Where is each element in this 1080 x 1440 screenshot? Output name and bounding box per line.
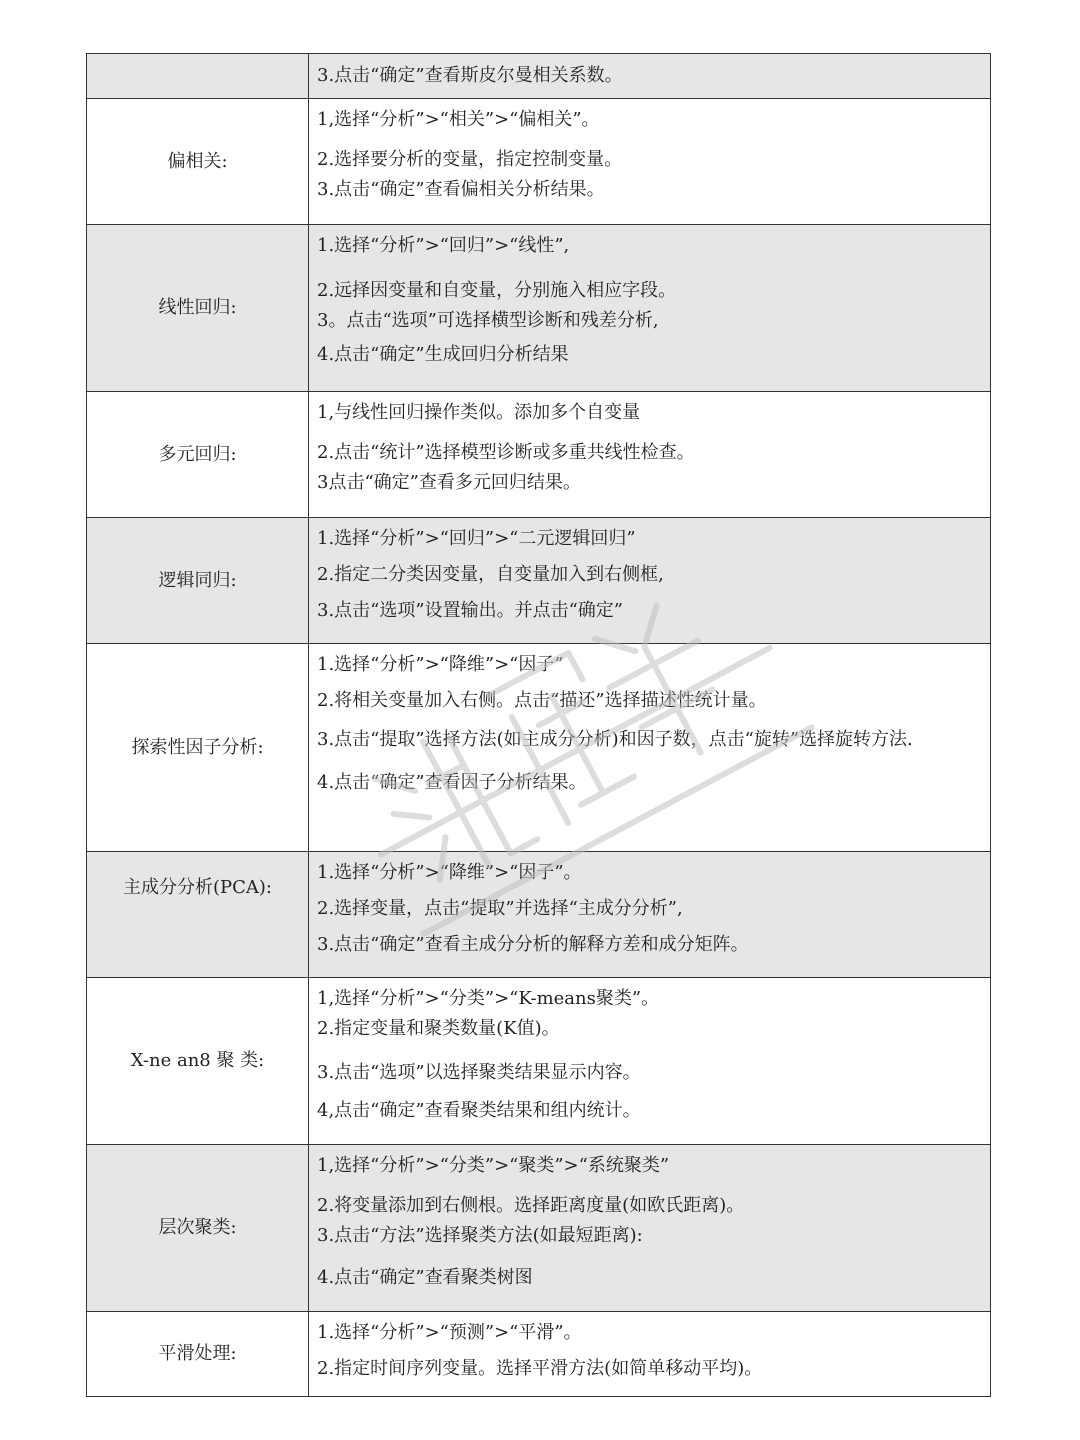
step-text: 1,选择“分析”>“分类”>“聚类”>“系统聚类”	[317, 1155, 670, 1176]
method-label: 多元回归:	[158, 443, 237, 465]
step-text: 1.选择“分析”>“回归”>“二元逻辑回归”	[317, 528, 636, 549]
method-label-cell	[87, 225, 309, 392]
method-label-cell	[87, 392, 309, 518]
step-text: 3。点击“选项”可选择横型诊断和残差分析,	[317, 310, 659, 331]
steps-cell	[309, 392, 991, 518]
method-label-cell	[87, 852, 309, 978]
step-text: 1.选择“分析”>“降维”>“因子”	[317, 654, 564, 675]
step-text: 3.点击“确定”查看斯皮尔曼相关系数。	[317, 65, 623, 86]
method-label-cell	[87, 1312, 309, 1397]
steps-cell	[309, 518, 991, 644]
method-label: 逻辑同归:	[158, 569, 237, 591]
step-text: 4.点击“确定”生成回归分析结果	[317, 344, 569, 365]
method-label: 偏相关:	[167, 150, 228, 172]
table-row	[87, 99, 991, 225]
method-label-cell	[87, 99, 309, 225]
method-label: 平滑处理:	[158, 1343, 237, 1364]
steps-cell	[309, 1145, 991, 1312]
method-label-cell	[87, 978, 309, 1145]
step-text: 4,点击“确定”查看聚类结果和组内统计。	[317, 1100, 641, 1121]
step-text: 4.点击“确定”查看因子分析结果。	[317, 772, 587, 793]
step-text: 1.选择“分析”>“预测”>“平滑”。	[317, 1322, 582, 1343]
steps-cell	[309, 54, 991, 99]
table-row	[87, 518, 991, 644]
method-label-cell	[87, 644, 309, 852]
step-text: 1,选择“分析”>“分类”>“K-means聚类”。	[317, 988, 660, 1009]
table-row	[87, 225, 991, 392]
step-text: 2.远择因变量和自变量，分别施入相应字段。	[317, 280, 677, 301]
method-label: 层次聚类:	[158, 1217, 237, 1238]
step-text: 3.点击“确定”查看主成分分析的解释方差和成分矩阵。	[317, 934, 749, 955]
step-text: 2.将相关变量加入右侧。点击“描还”选择描述性统计量。	[317, 690, 767, 711]
step-text: 2.将变量添加到右侧根。选择距离度量(如欧氏距离)。	[317, 1195, 745, 1216]
steps-cell	[309, 852, 991, 978]
steps-cell	[309, 1312, 991, 1397]
table-row	[87, 644, 991, 852]
steps-cell	[309, 978, 991, 1145]
step-text: 1.选择“分析”>“降维”>“因子”。	[317, 862, 582, 883]
step-text: 2.指定二分类因变量，自变量加入到右侧框,	[317, 564, 664, 585]
method-label: X-ne an8 聚 类:	[130, 1050, 265, 1071]
steps-cell	[309, 99, 991, 225]
table-row	[87, 54, 991, 99]
table-row	[87, 852, 991, 978]
method-label: 主成分分析(PCA):	[123, 877, 272, 898]
table-row	[87, 978, 991, 1145]
method-label: 探索性因子分析:	[131, 736, 264, 758]
step-text: 3.点击“选项”以选择聚类结果显示内容。	[317, 1062, 641, 1083]
step-text: 2.点击“统计”选择模型诊断或多重共线性检查。	[317, 442, 695, 463]
steps-cell	[309, 225, 991, 392]
step-text: 1.选择“分析”>“回归”>“线性”,	[317, 235, 570, 256]
step-text: 2.选择变量，点击“提取”并选择“主成分分析”,	[317, 898, 683, 919]
table-row	[87, 1312, 991, 1397]
method-label-cell	[87, 54, 309, 99]
step-text: 1,选择“分析”>“相关”>“偏相关”。	[317, 109, 600, 130]
method-label-cell	[87, 518, 309, 644]
step-text: 1,与线性回归操作类似。添加多个自变量	[317, 402, 641, 423]
method-label-cell	[87, 1145, 309, 1312]
step-text: 3.点击“提取”选择方法(如主成分分析)和因子数，点击“旋转”选择旋转方法.	[317, 729, 913, 750]
step-text: 2.选择要分析的变量，指定控制变量。	[317, 149, 623, 170]
step-text: 3.点击“确定”查看偏相关分析结果。	[317, 179, 605, 200]
step-text: 3点击“确定”查看多元回归结果。	[317, 472, 581, 493]
table-row	[87, 1145, 991, 1312]
steps-cell	[309, 644, 991, 852]
step-text: 2.指定时间序列变量。选择平滑方法(如简单移动平均)。	[317, 1358, 763, 1379]
step-text: 3.点击“选项”设置输出。并点击“确定”	[317, 600, 623, 621]
step-text: 4.点击“确定”查看聚类树图	[317, 1267, 533, 1288]
table-row	[87, 392, 991, 518]
method-label: 线性回归:	[158, 297, 237, 318]
step-text: 3.点击“方法”选择聚类方法(如最短距离):	[317, 1225, 643, 1246]
step-text: 2.指定变量和聚类数量(K值)。	[317, 1018, 560, 1039]
procedure-table	[86, 53, 991, 1397]
